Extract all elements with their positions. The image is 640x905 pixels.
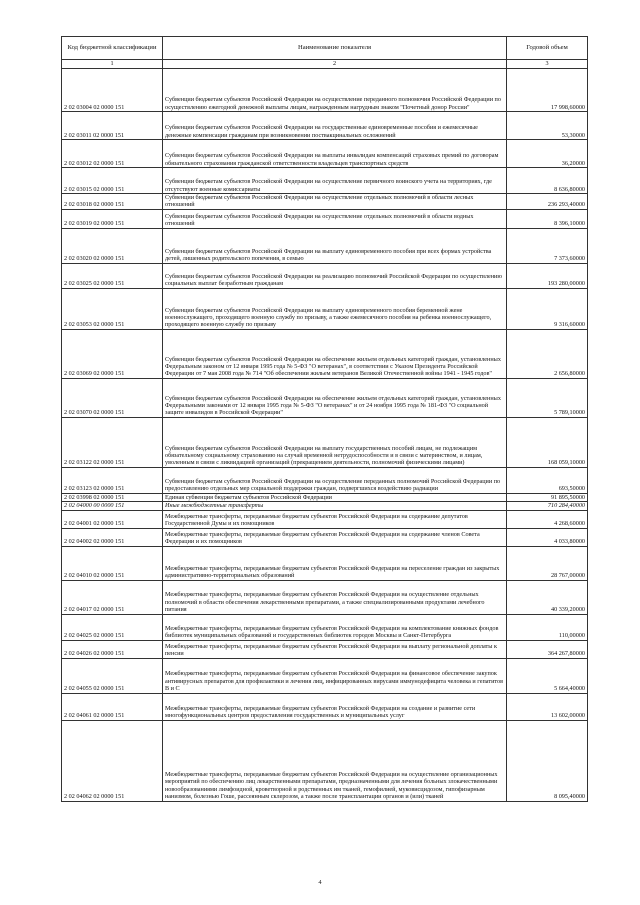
row-name: Субвенции бюджетам субъектов Российской Федерации на осуществление переданных полномочий Российской Федерации по предоставлению отдельных мер социальной поддержки граждан, подвергшихся воздействию радиации [163, 467, 507, 493]
row-code: 2 02 04000 00 0000 151 [62, 502, 163, 510]
row-code: 2 02 03015 02 0000 151 [62, 168, 163, 194]
row-code: 2 02 03998 02 0000 151 [62, 493, 163, 501]
row-amount: 710 284,40000 [507, 502, 588, 510]
row-amount: 168 059,10000 [507, 417, 588, 467]
table-header-row [62, 37, 588, 60]
row-amount: 7 373,60000 [507, 228, 588, 263]
row-name: Межбюджетные трансферты, передаваемые бюджетам субъектов Российской Федерации на комплектование книжных фондов библиотек муниципальных образований и государственных библиотек городов Москвы и Санкт-Петербурга [163, 614, 507, 640]
table-row [62, 693, 588, 720]
row-name: Межбюджетные трансферты, передаваемые бюджетам субъектов Российской Федерации на содержание членов Совета Федерации и их помощников [163, 528, 507, 546]
table-body [62, 69, 588, 802]
row-name: Межбюджетные трансферты, передаваемые бюджетам субъектов Российской Федерации на содержание депутатов Государственной Думы и их помощников [163, 510, 507, 528]
table-row [62, 510, 588, 528]
row-code: 2 02 04062 02 0000 151 [62, 720, 163, 801]
table-row [62, 378, 588, 417]
row-amount: 4 268,60000 [507, 510, 588, 528]
row-amount: 91 895,50000 [507, 493, 588, 501]
row-code: 2 02 03053 02 0000 151 [62, 288, 163, 329]
row-amount: 5 664,40000 [507, 658, 588, 693]
header-code: Код бюджетной классификации [62, 37, 163, 60]
header-name: Наименование показателя [163, 37, 507, 60]
table-row [62, 168, 588, 194]
table-row [62, 263, 588, 288]
table-row [62, 658, 588, 693]
row-name: Субвенции бюджетам субъектов Российской Федерации на выплату единовременного пособия беременной жене военнослужащего, проходящего военную службу по призыву, а также ежемесячного пособия на ребенка военнослужащего, проходящего военную службу по призыву [163, 288, 507, 329]
table-row [62, 112, 588, 140]
table-row [62, 329, 588, 378]
row-name: Субвенции бюджетам субъектов Российской Федерации на осуществление отдельных полномочий в области водных отношений [163, 209, 507, 228]
column-number-row [62, 60, 588, 69]
row-code: 2 02 04017 02 0000 151 [62, 580, 163, 614]
row-amount: 8 095,40000 [507, 720, 588, 801]
table-row [62, 640, 588, 658]
column-number-2: 2 [163, 60, 507, 69]
row-name: Субвенции бюджетам субъектов Российской Федерации на выплату государственных пособий лицам, не подлежащим обязательному социальному страхованию на случай временной нетрудоспособности и в связи с материнством, и лицам, уволенным в связи с ликвидацией организаций (прекращением деятельности, полномочий физическими лицами) [163, 417, 507, 467]
row-code: 2 02 03012 02 0000 151 [62, 140, 163, 168]
row-amount: 36,20000 [507, 140, 588, 168]
row-amount: 40 339,20000 [507, 580, 588, 614]
table-row [62, 417, 588, 467]
row-code: 2 02 04026 02 0000 151 [62, 640, 163, 658]
row-code: 2 02 04001 02 0000 151 [62, 510, 163, 528]
table-row [62, 467, 588, 493]
table-row [62, 228, 588, 263]
row-code: 2 02 03123 02 0000 151 [62, 467, 163, 493]
row-code: 2 02 04002 02 0000 151 [62, 528, 163, 546]
budget-table [61, 36, 588, 802]
row-code: 2 02 03025 02 0000 151 [62, 263, 163, 288]
table-row [62, 502, 588, 510]
row-code: 2 02 04061 02 0000 151 [62, 693, 163, 720]
row-name: Субвенции бюджетам субъектов Российской Федерации на реализацию полномочий Российской Федерации по осуществлению социальных выплат безработным гражданам [163, 263, 507, 288]
page-number: 4 [318, 879, 322, 886]
row-name: Единая субвенция бюджетам субъектов Российской Федерации [163, 493, 507, 501]
row-name: Субвенции бюджетам субъектов Российской Федерации на осуществление первичного воинского учета на территориях, где отсутствуют военные комиссариаты [163, 168, 507, 194]
row-amount: 17 998,60000 [507, 69, 588, 112]
row-amount: 53,30000 [507, 112, 588, 140]
table-row [62, 720, 588, 801]
row-name: Субвенции бюджетам субъектов Российской Федерации на осуществление переданного полномочия Российской Федерации по осуществлению ежегодной денежной выплаты лицам, награжденным нагрудным знаком "Почетный донор России" [163, 69, 507, 112]
column-number-1: 1 [62, 60, 163, 69]
row-name: Межбюджетные трансферты, передаваемые бюджетам субъектов Российской Федерации на финансовое обеспечение закупок антивирусных препаратов для профилактики и лечения лиц, инфицированных вирусами иммунодефицита человека и гепатитов B и C [163, 658, 507, 693]
row-name: Субвенции бюджетам субъектов Российской Федерации на обеспечение жильем отдельных категорий граждан, установленных Федеральными законами от 12 января 1995 года № 5-ФЗ "О ветеранах" и от 24 ноября 1995 года № 181-ФЗ "О социальной защите инвалидов в Российской Федерации" [163, 378, 507, 417]
row-amount: 5 789,10000 [507, 378, 588, 417]
row-amount: 4 033,80000 [507, 528, 588, 546]
row-amount: 364 267,80000 [507, 640, 588, 658]
row-code: 2 02 04010 02 0000 151 [62, 546, 163, 580]
row-name: Иные межбюджетные трансферты [163, 502, 507, 510]
table-row [62, 194, 588, 210]
header-amount: Годовой объем [507, 37, 588, 60]
row-code: 2 02 04055 02 0000 151 [62, 658, 163, 693]
row-name: Межбюджетные трансферты, передаваемые бюджетам субъектов Российской Федерации на выплату региональной доплаты к пенсии [163, 640, 507, 658]
row-amount: 13 602,00000 [507, 693, 588, 720]
row-code: 2 02 03011 02 0000 151 [62, 112, 163, 140]
table-row [62, 580, 588, 614]
row-code: 2 02 03004 02 0000 151 [62, 69, 163, 112]
row-amount: 110,00000 [507, 614, 588, 640]
row-name: Субвенции бюджетам субъектов Российской Федерации на выплату единовременного пособия при всех формах устройства детей, лишенных родительского попечения, в семью [163, 228, 507, 263]
row-name: Межбюджетные трансферты, передаваемые бюджетам субъектов Российской Федерации на осуществление организационных мероприятий по обеспечению лиц лекарственными препаратами, предназначенными для лечения больных злокачественными новообразованиями лимфоидной, кроветворной и родственных им тканей, гемофилией, муковисцидозом, гипофизарным нанизмом, болезнью Гоше, рассеянным склерозом, а также после трансплантации органов и (или) тканей [163, 720, 507, 801]
table-row [62, 614, 588, 640]
table-row [62, 493, 588, 501]
table-row [62, 209, 588, 228]
row-name: Субвенции бюджетам субъектов Российской Федерации на обеспечение жильем отдельных категорий граждан, установленных Федеральным законом от 12 января 1995 года № 5-ФЗ "О ветеранах", в соответствии с Указом Президента Российской Федерации от 7 мая 2008 года № 714 "Об обеспечении жильем ветеранов Великой Отечественной войны 1941 - 1945 годов" [163, 329, 507, 378]
row-code: 2 02 03070 02 0000 151 [62, 378, 163, 417]
row-name: Межбюджетные трансферты, передаваемые бюджетам субъектов Российской Федерации на осуществление отдельных полномочий в области обеспечения лекарственными препаратами, а также специализированными продуктами лечебного питания [163, 580, 507, 614]
row-amount: 193 280,00000 [507, 263, 588, 288]
row-code: 2 02 03019 02 0000 151 [62, 209, 163, 228]
table-row [62, 288, 588, 329]
row-name: Субвенции бюджетам субъектов Российской Федерации на государственные единовременные пособия и ежемесячные денежные компенсации гражданам при возникновении поствакцинальных осложнений [163, 112, 507, 140]
row-amount: 28 767,00000 [507, 546, 588, 580]
row-code: 2 02 03069 02 0000 151 [62, 329, 163, 378]
row-code: 2 02 03018 02 0000 151 [62, 194, 163, 210]
table-row [62, 140, 588, 168]
column-number-3: 3 [507, 60, 588, 69]
row-name: Межбюджетные трансферты, передаваемые бюджетам субъектов Российской Федерации на создание и развитие сети многофункциональных центров предоставления государственных и муниципальных услуг [163, 693, 507, 720]
table-row [62, 546, 588, 580]
row-amount: 8 396,10000 [507, 209, 588, 228]
row-amount: 693,50000 [507, 467, 588, 493]
row-name: Субвенции бюджетам субъектов Российской Федерации на выплаты инвалидам компенсаций страховых премий по договорам обязательного страхования гражданской ответственности владельцев транспортных средств [163, 140, 507, 168]
row-amount: 236 293,40000 [507, 194, 588, 210]
row-amount: 8 636,80000 [507, 168, 588, 194]
row-amount: 2 656,80000 [507, 329, 588, 378]
row-code: 2 02 03020 02 0000 151 [62, 228, 163, 263]
row-name: Межбюджетные трансферты, передаваемые бюджетам субъектов Российской Федерации на переселение граждан из закрытых административно-территориальных образований [163, 546, 507, 580]
row-code: 2 02 03122 02 0000 151 [62, 417, 163, 467]
row-code: 2 02 04025 02 0000 151 [62, 614, 163, 640]
row-amount: 9 316,60000 [507, 288, 588, 329]
table-row [62, 69, 588, 112]
table-row [62, 528, 588, 546]
row-name: Субвенции бюджетам субъектов Российской Федерации на осуществление отдельных полномочий в области лесных отношений [163, 194, 507, 210]
